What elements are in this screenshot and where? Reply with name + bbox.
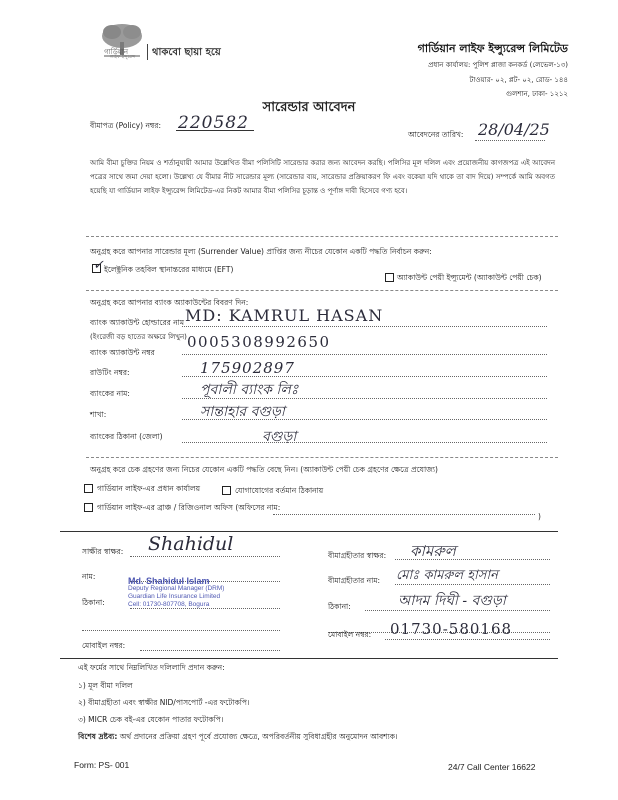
holder-signature-line <box>395 559 550 560</box>
holder-mobile-line <box>385 639 550 640</box>
branch-office-label: গার্ডিয়ান লাইফ-এর ব্রাঞ্চ / রিজিওনাল অফিস (অফিসের নাম: <box>97 503 281 512</box>
witness-mobile-label: মোবাইল নম্বর: <box>82 641 126 650</box>
witness-address-label: ঠিকানা: <box>82 598 105 607</box>
section-divider-2 <box>86 290 558 291</box>
section-divider-1 <box>86 236 558 237</box>
bank-address-line <box>182 442 547 443</box>
eft-option-label: ইলেক্ট্রনিক তহবিল স্থানান্তরের মাধ্যমে (EFT) <box>104 265 234 274</box>
address-line-3: গুলশান, ঢাকা- ১২১২ <box>505 90 568 98</box>
mail-address-checkbox[interactable] <box>222 486 231 495</box>
bank-name-label: ব্যাংকের নাম: <box>90 389 130 398</box>
branch-office-line <box>273 514 535 515</box>
company-logo <box>100 22 250 62</box>
account-holder-label: ব্যাংক অ্যাকাউন্ট হোল্ডারের নাম <box>90 318 185 327</box>
head-office-checkbox[interactable] <box>84 484 93 493</box>
witness-signature-label: সাক্ষীর স্বাক্ষর: <box>82 547 124 556</box>
declaration-text: আমি বীমা চুক্তির নিয়ম ও শর্তানুযায়ী আমার উল্লেখিত বীমা পলিসিটি সারেন্ডার করার জন্য আবেদন করছি। পলিসির মূল দলিল এবং প্রয়োজনীয় কাগজপত্র এই আবেদন পত্রের সাথে জমা দেয়া হলো। উল্লেখ্য যে বীমার নীট সারেন্ডার মূল্য (সারেন্ডার ব্যয়, সারেন্ডার প্রক্রিয়াকরণ ফি এবং বকেয়া যদি থাকে তা বাদ দিয়ে) সম্পর্কে আমি অবগত হয়েছি যা গার্ডিয়ান লাইফ ইন্স্যুরেন্স লিমিটেড-এর নিকট আমার বীমা পলিসির চূড়ান্ত ও পূর্ণাঙ্গ দাবী হিসেবে গণ্য হবে। <box>90 159 555 195</box>
logo-subtitle: লাইফ ইন্সুরেন্স <box>110 55 136 60</box>
holder-name-line <box>395 584 550 585</box>
special-note-heading: বিশেষ দ্রষ্টব্য: <box>78 732 118 741</box>
account-number-value[interactable]: 0005308992650 <box>187 333 331 351</box>
holder-signature[interactable]: কামরুল <box>410 542 456 560</box>
logo-divider <box>147 44 148 60</box>
branch-office-close: ) <box>538 512 541 521</box>
officer-stamp <box>128 577 278 609</box>
logo-brand: গার্ডিয়ান <box>104 48 129 56</box>
bank-name-line <box>182 398 547 399</box>
routing-line <box>182 376 547 377</box>
account-holder-value[interactable]: MD: KAMRUL HASAN <box>185 306 384 325</box>
bank-address-value[interactable]: বগুড়া <box>262 429 297 445</box>
date-underline <box>475 140 545 141</box>
special-note <box>78 732 558 744</box>
holder-address-label-text: ঠিকানা: <box>328 602 351 611</box>
holder-mobile-value[interactable]: 01730-580168 <box>390 620 513 638</box>
branch-label: শাখা: <box>90 410 107 419</box>
bank-details-prompt: অনুগ্রহ করে আপনার ব্যাংক অ্যাকাউন্টের বিবরণ দিন: <box>90 298 249 307</box>
witness-signature[interactable]: Shahidul <box>148 533 234 555</box>
document-item-3: ৩) MICR চেক বই-এর যেকোন পাতার ফটোকপি। <box>78 715 224 724</box>
call-center: 24/7 Call Center 16622 <box>448 762 536 772</box>
payee-check-label: অ্যাকাউন্ট পেয়ী ইন্স্যুমেন্ট (অ্যাকাউন্ট পেয়ী চেক) <box>397 273 542 282</box>
document-item-1: ১) মূল বীমা দলিল <box>78 681 133 690</box>
address-line-2: টাওয়ার- ০২, প্লট- ০২, রোড- ১৪৪ <box>469 76 568 84</box>
form-code: Form: PS- 001 <box>74 760 130 770</box>
documents-heading: এই ফর্মের সাথে নিম্নলিখিত দলিলাদি প্রদান করুন: <box>78 663 225 672</box>
delivery-prompt: অনুগ্রহ করে চেক গ্রহণের জন্য নিচের যেকোন একটি পদ্ধতি বেছে নিন। (অ্যাকাউন্ট পেয়ী চেক গ্রহণের ক্ষেত্রে প্রযোজ্য) <box>90 465 438 474</box>
witness-name-label: নাম: <box>82 572 96 581</box>
holder-signature-label: বীমাগ্রহীতার স্বাক্ষর: <box>328 551 387 560</box>
stamp-designation: Deputy Regional Manager (DRM) <box>128 585 225 592</box>
policy-label: বীমাপত্র (Policy) নম্বর: <box>90 121 162 130</box>
section-divider-3 <box>86 457 558 458</box>
stamp-name: Md. Shahidul Islam <box>128 576 210 586</box>
section-divider-4 <box>60 531 558 532</box>
document-item-2: ২) বীমাগ্রহীতা এবং স্বাক্ষীর NID/পাসপোর্ট -এর ফটোকপি। <box>78 698 250 707</box>
witness-signature-line <box>130 556 280 557</box>
account-holder-note: (ইংরেজী বড় হাতের অক্ষরে লিখুন) <box>90 333 187 341</box>
payment-prompt: অনুগ্রহ করে আপনার সারেন্ডার মূল্য (Surrender Value) প্রাপ্তির জন্য নীচের যেকোন একটি পদ্ধতি নির্বাচন করুন: <box>90 247 432 256</box>
holder-mobile-label: মোবাইল নম্বর: <box>328 630 372 639</box>
policy-underline <box>176 130 254 131</box>
branch-value[interactable]: সান্তাহার বগুড়া <box>200 404 285 420</box>
application-date[interactable]: 28/04/25 <box>478 120 550 139</box>
routing-label: রাউটিং নম্বর: <box>90 368 130 377</box>
payee-check-checkbox[interactable] <box>385 273 394 282</box>
account-number-label: ব্যাংক অ্যাকাউন্ট নম্বর <box>90 348 155 357</box>
head-office-label: গার্ডিয়ান লাইফ-এর প্রধান কার্যালয় <box>97 484 201 493</box>
policy-number[interactable]: 220582 <box>178 113 249 133</box>
branch-office-checkbox[interactable] <box>84 503 93 512</box>
branch-line <box>182 419 547 420</box>
holder-name-label: বীমাগ্রহীতার নাম: <box>328 576 381 585</box>
holder-address-value[interactable]: আদম দিঘী - বগুড়া <box>398 593 506 609</box>
account-number-line <box>182 354 547 355</box>
witness-address-line-2 <box>82 630 280 631</box>
special-note-text: অর্থ প্রদানের প্রক্রিয়া গ্রহণ পূর্বে প্রযোজ্য ক্ষেত্রে, অপরিবর্তনীয় সুবিধাগ্রহীর অনুমোদন আবশ্যক। <box>119 732 398 741</box>
witness-address-line <box>130 608 280 609</box>
eft-checkmark: ✓ <box>93 258 104 273</box>
bank-address-label: ব্যাংকের ঠিকানা (জেলা) <box>90 432 163 441</box>
form-title: সারেন্ডার আবেদন <box>262 100 356 115</box>
section-divider-5 <box>60 658 558 659</box>
company-name: গার্ডিয়ান লাইফ ইন্স্যুরেন্স লিমিটেড <box>417 42 568 55</box>
holder-name-value[interactable]: মোঃ কামরুল হাসান <box>396 568 498 583</box>
account-holder-line <box>182 326 547 327</box>
stamp-contact: Cell: 01730-807708, Bogura <box>128 601 210 608</box>
witness-mobile-line <box>140 650 280 651</box>
mail-address-label: যোগাযোগের বর্তমান ঠিকানায় <box>235 486 324 495</box>
bank-name-value[interactable]: পূবালী ব্যাংক লিঃ <box>200 382 299 398</box>
stamp-company: Guardian Life Insurance Limited <box>128 593 221 600</box>
address-line-1: প্রধান কার্যালয়: পুলিশ প্লাজা কনকর্ড (লেভেল-১৩) <box>428 61 568 69</box>
routing-value[interactable]: 175902897 <box>200 359 295 377</box>
date-label: আবেদনের তারিখ: <box>408 130 464 139</box>
tagline: থাকবো ছায়া হয়ে <box>152 47 221 58</box>
holder-address-line <box>365 610 550 611</box>
